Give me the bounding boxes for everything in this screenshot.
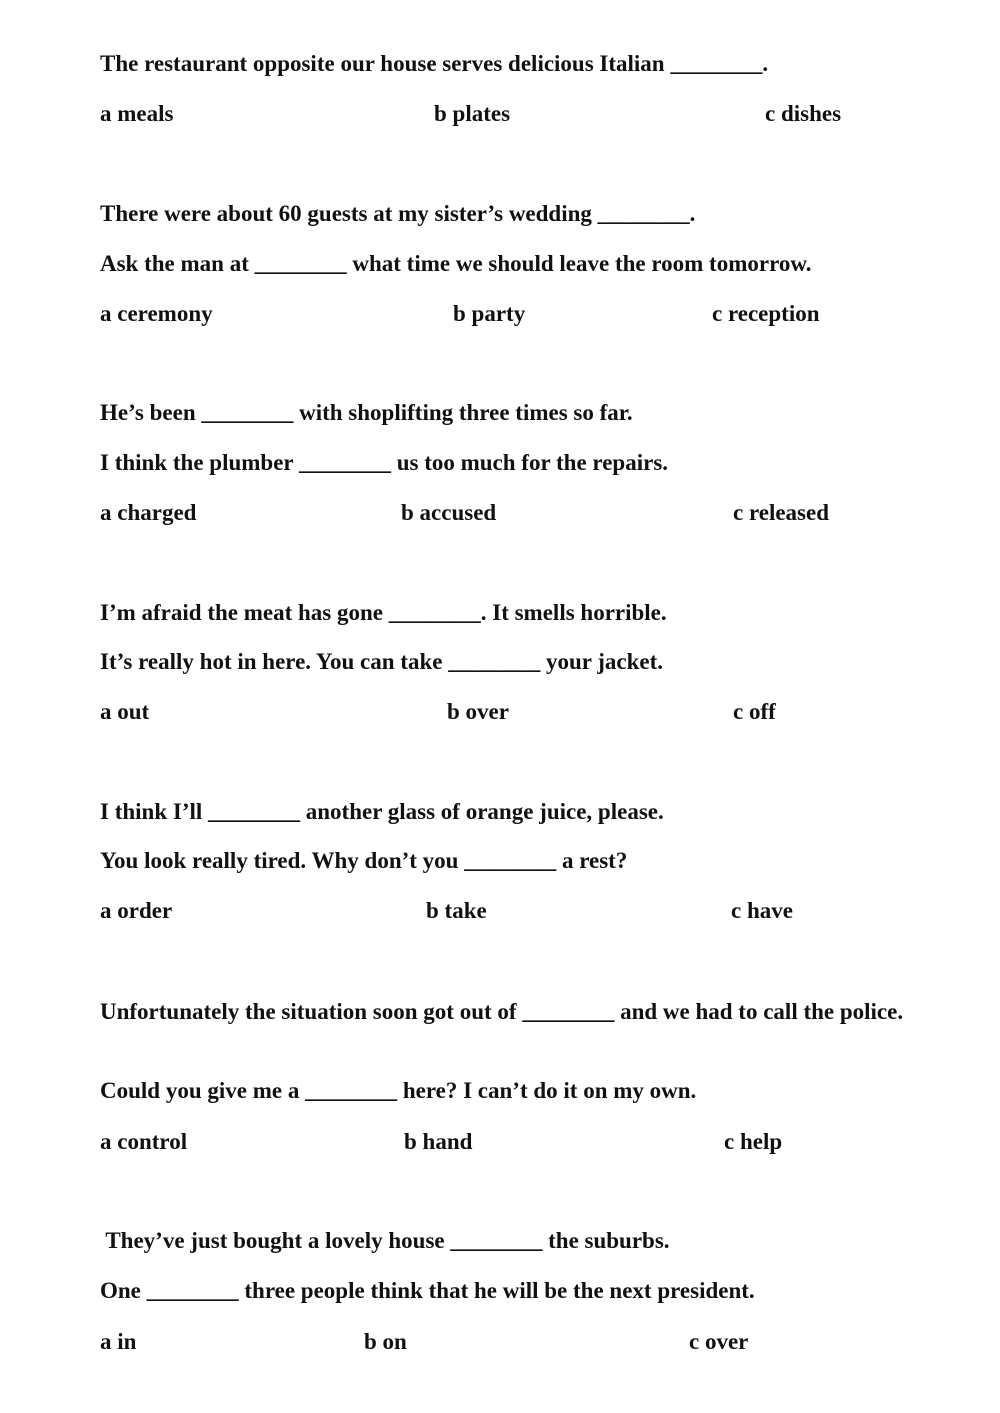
option-c: c off	[733, 699, 776, 724]
option-c: c released	[733, 500, 830, 525]
sentence: They’ve just bought a lovely house ________ the suburbs.	[100, 1228, 670, 1253]
option-c: c over	[689, 1329, 749, 1354]
sentence: Unfortunately the situation soon got out of ________ and we had to call the police.	[100, 999, 904, 1024]
sentence: I think I’ll ________ another glass of orange juice, please.	[100, 799, 664, 824]
option-b: b party	[453, 301, 526, 326]
sentence: One ________ three people think that he will be the next president.	[100, 1278, 755, 1303]
option-a: a order	[100, 898, 173, 923]
option-c: c help	[724, 1129, 783, 1154]
option-c: c have	[731, 898, 793, 923]
option-c: c reception	[712, 301, 820, 326]
option-a: a out	[100, 699, 150, 724]
sentence: Ask the man at ________ what time we should leave the room tomorrow.	[100, 251, 812, 276]
option-c: c dishes	[765, 101, 842, 126]
option-a: a ceremony	[100, 301, 213, 326]
option-a: a control	[100, 1129, 188, 1154]
sentence: Could you give me a ________ here? I can’t do it on my own.	[100, 1078, 697, 1103]
option-b: b over	[447, 699, 509, 724]
option-b: b on	[364, 1329, 407, 1354]
option-b: b plates	[434, 101, 511, 126]
option-a: a in	[100, 1329, 137, 1354]
sentence: I’m afraid the meat has gone ________. It smells horrible.	[100, 600, 667, 625]
sentence: You look really tired. Why don’t you ________ a rest?	[100, 848, 628, 873]
sentence: It’s really hot in here. You can take ________ your jacket.	[100, 649, 664, 674]
option-b: b hand	[404, 1129, 473, 1154]
option-a: a meals	[100, 101, 174, 126]
option-b: b accused	[401, 500, 497, 525]
sentence: I think the plumber ________ us too much for the repairs.	[100, 450, 669, 475]
sentence: The restaurant opposite our house serves delicious Italian ________.	[100, 51, 769, 76]
sentence: There were about 60 guests at my sister’s wedding ________.	[100, 201, 696, 226]
option-a: a charged	[100, 500, 197, 525]
option-b: b take	[426, 898, 487, 923]
sentence: He’s been ________ with shoplifting three times so far.	[100, 400, 633, 425]
